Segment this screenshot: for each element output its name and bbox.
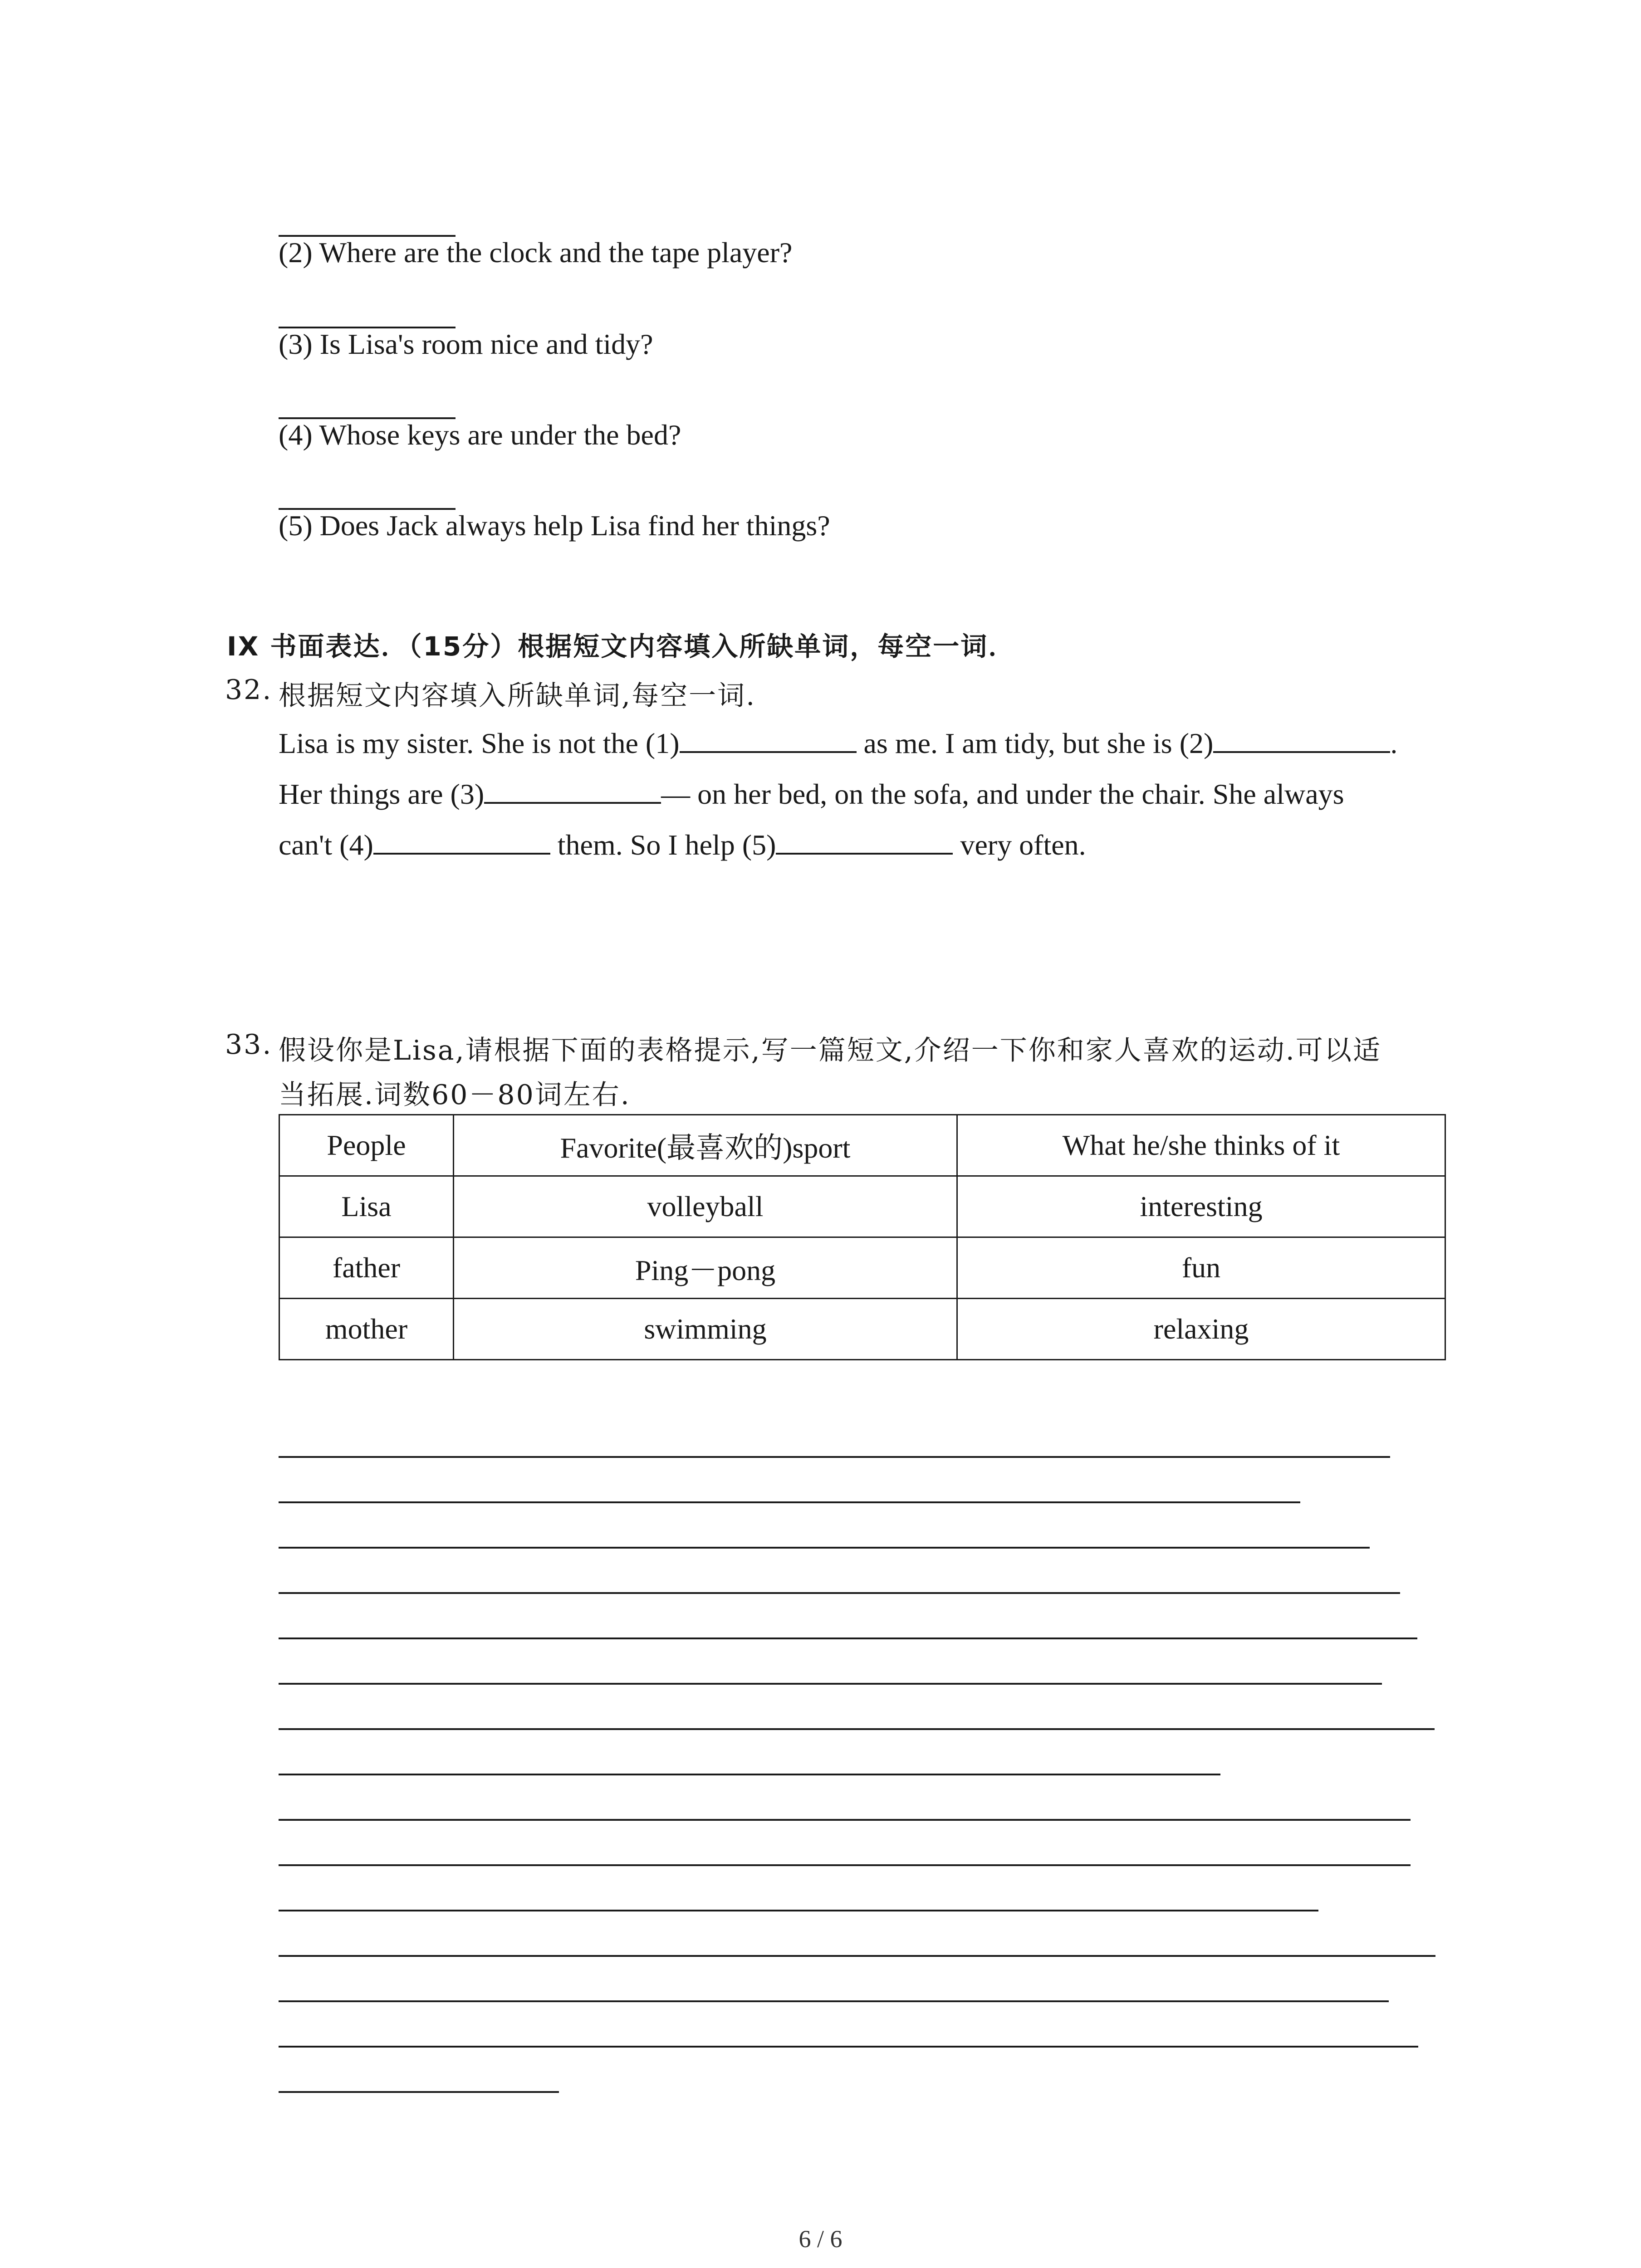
q32-number: 32. [225, 674, 273, 706]
writing-line[interactable] [279, 1547, 1370, 1549]
blank-4[interactable] [373, 827, 550, 855]
q32-passage-line-3 [279, 827, 1086, 862]
passage-text: them. So I help (5) [550, 829, 776, 861]
q33-instruction-line-1: 假设你是Lisa,请根据下面的表格提示,写一篇短文,介绍一下你和家人喜欢的运动.可以适 [279, 1035, 1381, 1066]
table-cell: mother [279, 1299, 454, 1360]
writing-line[interactable] [279, 1683, 1382, 1685]
passage-text: Her things are (3) [279, 778, 485, 810]
blank-2[interactable] [1213, 726, 1390, 753]
writing-line[interactable] [279, 2000, 1389, 2002]
writing-line[interactable] [279, 1819, 1411, 1821]
header-cell-favorite-sport: Favorite(最喜欢的)sport [454, 1115, 957, 1176]
q33-number: 33. [225, 1029, 273, 1061]
table-cell: relaxing [957, 1299, 1445, 1360]
table-cell: fun [957, 1237, 1445, 1299]
table-cell: Ping－pong [454, 1237, 957, 1299]
header-cell-people: People [279, 1115, 454, 1176]
table-cell: interesting [957, 1176, 1445, 1237]
q33-instruction-line-2: 当拓展.词数60－80词左右. [279, 1079, 631, 1111]
blank-1[interactable] [680, 726, 857, 753]
table-row [279, 1299, 1445, 1360]
writing-line[interactable] [279, 2091, 559, 2093]
writing-line[interactable] [279, 2046, 1418, 2048]
q32-instruction: 根据短文内容填入所缺单词,每空一词. [279, 680, 756, 712]
passage-text: Lisa is my sister. She is not the (1) [279, 727, 680, 759]
header-cell-opinion: What he/she thinks of it [957, 1115, 1445, 1176]
blank-5[interactable] [776, 827, 953, 855]
passage-text: . [1390, 727, 1398, 759]
q32-passage-line-1 [279, 726, 1397, 760]
section-ix-heading: IX 书面表达．（15分）根据短文内容填入所缺单词，每空一词． [227, 631, 1016, 662]
table-cell: volleyball [454, 1176, 957, 1237]
blank-3[interactable] [484, 777, 661, 804]
question-4: (4) Whose keys are under the bed? [279, 419, 681, 451]
writing-line[interactable] [279, 1637, 1417, 1639]
sports-hint-table [279, 1114, 1446, 1360]
writing-line[interactable] [279, 1728, 1435, 1730]
writing-line[interactable] [279, 1910, 1318, 1911]
writing-line[interactable] [279, 1955, 1435, 1957]
table-cell: father [279, 1237, 454, 1299]
writing-line[interactable] [279, 1501, 1300, 1503]
passage-text: — on her bed, on the sofa, and under the chair. She always [661, 778, 1344, 810]
table-header-row [279, 1115, 1445, 1176]
table-cell: Lisa [279, 1176, 454, 1237]
table-cell: swimming [454, 1299, 957, 1360]
table-row [279, 1176, 1445, 1237]
page-number: 6 / 6 [798, 2225, 843, 2253]
writing-line[interactable] [279, 1592, 1400, 1594]
question-5: (5) Does Jack always help Lisa find her things? [279, 509, 830, 542]
question-2: (2) Where are the clock and the tape player? [279, 236, 793, 269]
passage-text: as me. I am tidy, but she is (2) [856, 727, 1214, 759]
q32-passage-line-2 [279, 777, 1344, 811]
writing-line[interactable] [279, 1456, 1390, 1458]
passage-text: can't (4) [279, 829, 373, 861]
table-row [279, 1237, 1445, 1299]
question-3: (3) Is Lisa's room nice and tidy? [279, 328, 653, 360]
writing-line[interactable] [279, 1774, 1220, 1775]
passage-text: very often. [953, 829, 1086, 861]
writing-line[interactable] [279, 1864, 1411, 1866]
